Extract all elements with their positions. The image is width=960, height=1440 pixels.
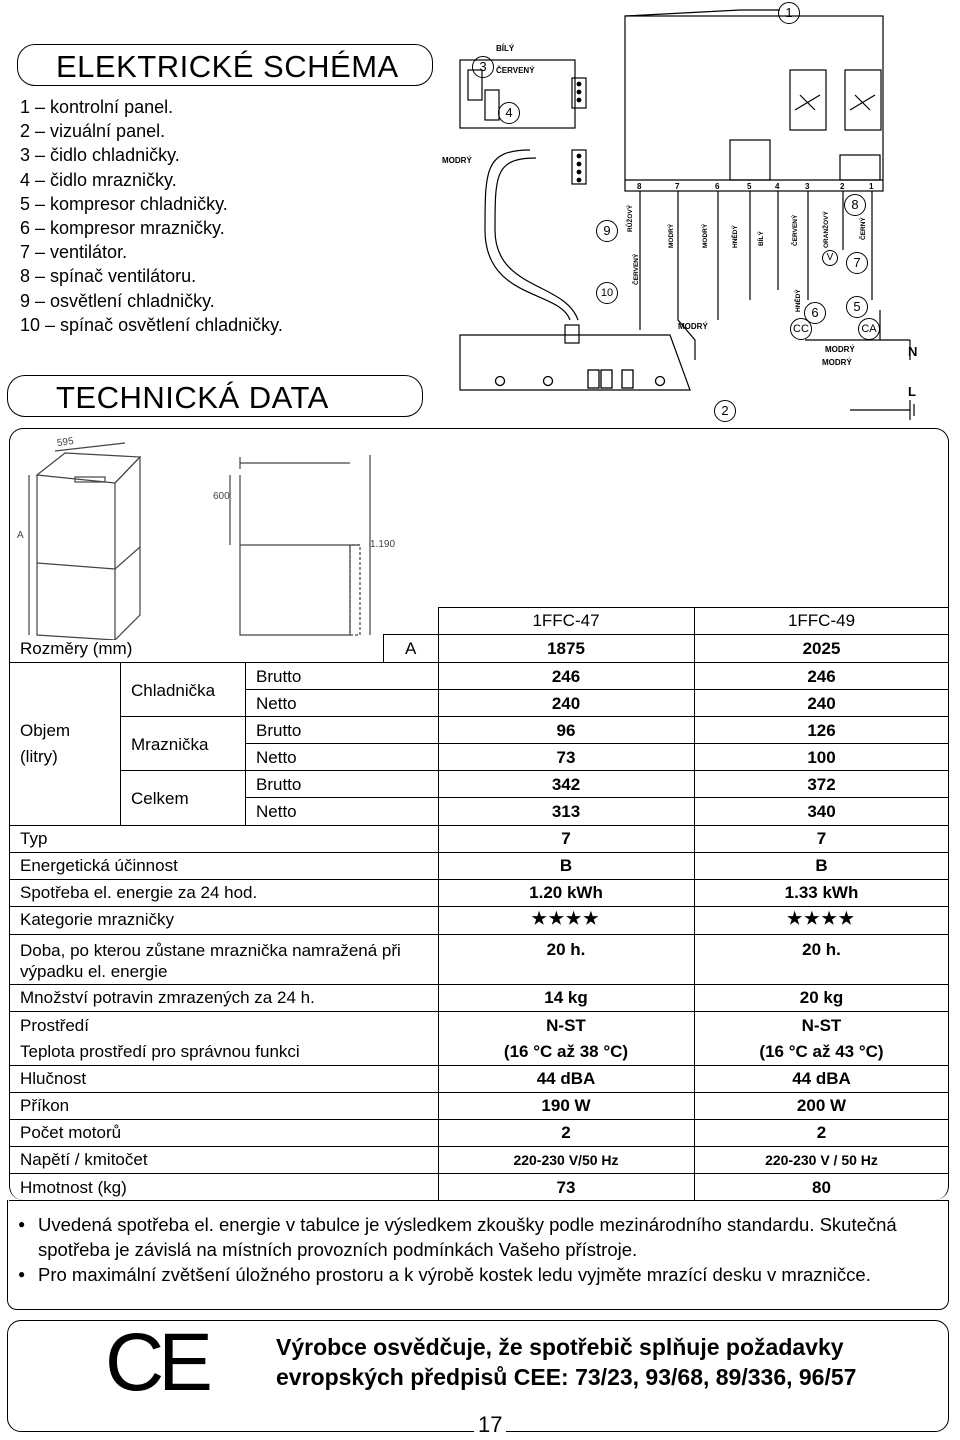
grid-line: [9, 1173, 948, 1174]
grid-line: [383, 634, 384, 662]
row-label: Počet motorů: [20, 1123, 122, 1142]
grid-line: [438, 607, 948, 608]
wire-label: ČERNÝ: [860, 217, 867, 240]
objem-label: Objem: [20, 721, 71, 740]
cell-value: B: [559, 856, 573, 875]
cell-value: 313: [551, 802, 581, 821]
terminal-number: 6: [715, 182, 720, 191]
legend-item: 5 – kompresor chladničky.: [20, 193, 228, 214]
wire-label: HNĚDÝ: [795, 289, 802, 312]
marker-4: 4: [498, 102, 520, 124]
grid-line: [9, 825, 948, 826]
subrow-label: Brutto: [256, 667, 302, 686]
wiring-lines: [440, 0, 960, 430]
row-label: Energetická účinnost: [20, 856, 178, 875]
terminal-number: 3: [805, 182, 810, 191]
component-v: V: [822, 250, 838, 266]
marker-10: 10: [596, 282, 618, 304]
group-name: Mraznička: [131, 735, 209, 754]
marker-5: 5: [846, 296, 868, 318]
wire-label: MODRÝ: [442, 156, 472, 165]
wire-label: MODRÝ: [825, 345, 855, 354]
marker-1: 1: [778, 2, 800, 24]
grid-line: [9, 1011, 948, 1012]
wire-label: ČERVENÝ: [496, 66, 535, 75]
legend-item: 10 – spínač osvětlení chladničky.: [20, 314, 283, 335]
terminal-number: 1: [869, 182, 874, 191]
grid-line: [245, 743, 948, 744]
wire-label: MODRÝ: [822, 358, 852, 367]
marker-2: 2: [714, 400, 736, 422]
legend-item: 3 – čidlo chladničky.: [20, 145, 180, 166]
terminal-number: 2: [840, 182, 845, 191]
model-1: 1FFC-47: [532, 611, 600, 630]
fridge-dimension-drawing: [15, 435, 400, 640]
row-label: Napětí / kmitočet: [20, 1150, 148, 1169]
row-label: Kategorie mrazničky: [20, 910, 175, 929]
note-item: ● Uvedená spotřeba el. energie v tabulce je výsledkem zkoušky podle mezinárodního standardu. Skutečná spotřeba je závislá na místních provozních podmínkách Vašeho přístroje.: [18, 1212, 918, 1262]
cell-value: 200 W: [796, 1096, 847, 1115]
legend-item: 9 – osvětlení chladničky.: [20, 290, 215, 311]
wiring-diagram: [440, 0, 960, 430]
wire-label: ČERVENÝ: [633, 253, 640, 285]
legend-item: 2 – vizuální panel.: [20, 121, 166, 142]
legend-item: 4 – čidlo mrazničky.: [20, 169, 177, 190]
subrow-label: Netto: [256, 694, 297, 713]
grid-line: [245, 797, 948, 798]
legend-item: 7 – ventilátor.: [20, 242, 128, 263]
freezer-stars-2: ★★★★: [787, 909, 856, 928]
row-label: Množství potravin zmrazených za 24 h.: [20, 988, 315, 1007]
dim-width: 595: [56, 435, 75, 450]
terminal-number: 8: [637, 182, 642, 191]
cell-value: 2: [816, 1123, 827, 1142]
wire-label: HNĚDÝ: [732, 225, 739, 248]
schema-title: ELEKTRICKÉ SCHÉMA: [56, 49, 399, 84]
cell-value: 73: [556, 748, 576, 767]
cell-value: 340: [807, 802, 836, 821]
row-label: Teplota prostředí pro správnou funkci: [20, 1042, 300, 1061]
freezer-stars-1: ★★★★: [531, 909, 601, 928]
marker-7: 7: [846, 252, 868, 274]
row-label: Doba, po kterou zůstane mraznička namražená při výpadku el. energie: [20, 941, 401, 981]
cell-value: N-ST: [546, 1016, 586, 1035]
wire-label: MODRÝ: [702, 223, 709, 248]
grid-line: [245, 662, 246, 825]
row-label: Prostředí: [20, 1016, 89, 1035]
rozmery-2: 2025: [802, 639, 841, 658]
cell-value: 73: [556, 1178, 576, 1197]
row-label: Hlučnost: [20, 1069, 87, 1088]
cell-value: 2: [561, 1123, 571, 1142]
cell-value: 220-230 V/50 Hz: [513, 1152, 619, 1168]
note-item: ● Pro maximální zvětšení úložného prostoru a k výrobě kostek ledu vyjměte mrazící desku v mrazničce.: [18, 1262, 878, 1287]
cell-value: 240: [807, 694, 836, 713]
supply-n: N: [908, 344, 918, 359]
ce-mark: CE: [105, 1317, 207, 1408]
terminal-number: 5: [747, 182, 752, 191]
row-label: Spotřeba el. energie za 24 hod.: [20, 883, 258, 902]
rozmery-sub: A: [405, 639, 417, 658]
wire-label: BÍLÝ: [758, 231, 765, 246]
cell-value: 246: [551, 667, 581, 686]
cell-value: 240: [551, 694, 581, 713]
dim-height-label: A: [17, 530, 24, 541]
grid-line: [9, 934, 948, 935]
tech-title: TECHNICKÁ DATA: [56, 380, 329, 415]
marker-6: 6: [804, 302, 826, 324]
row-label: Typ: [20, 829, 48, 848]
grid-line: [9, 852, 948, 853]
cell-value: 1.33 kWh: [784, 883, 859, 902]
marker-9: 9: [596, 220, 618, 242]
cell-value: 126: [807, 721, 836, 740]
row-label: Hmotnost (kg): [20, 1178, 127, 1197]
dim-depth: 600: [213, 491, 230, 502]
component-cc: CC: [790, 318, 812, 340]
cell-value: 1.20 kWh: [529, 883, 603, 902]
terminal-number: 7: [675, 182, 680, 191]
grid-line: [120, 662, 121, 825]
wire-label: BÍLÝ: [496, 44, 515, 53]
schema-title-box: [17, 44, 433, 86]
cell-value: 96: [556, 721, 576, 740]
rozmery-label: Rozměry (mm): [20, 639, 133, 658]
cell-value: 190 W: [541, 1096, 591, 1115]
tech-title-box: [7, 375, 423, 417]
wire-label: MODRÝ: [678, 322, 708, 331]
component-ca: CA: [858, 318, 880, 340]
grid-line: [9, 879, 948, 880]
rozmery-1: 1875: [547, 639, 585, 658]
page-number: 17: [474, 1412, 506, 1438]
marker-8: 8: [844, 194, 866, 216]
subrow-label: Netto: [256, 802, 297, 821]
cell-value: 342: [551, 775, 581, 794]
declaration-line: Výrobce osvědčuje, že spotřebič splňuje požadavky: [276, 1334, 844, 1360]
grid-line: [9, 1065, 948, 1066]
dim-open-depth: 1.190: [370, 539, 396, 550]
cell-value: 80: [812, 1178, 831, 1197]
wire-label: ČERVENÝ: [792, 214, 799, 246]
cell-value: 20 h.: [802, 940, 841, 959]
grid-line: [9, 1146, 948, 1147]
grid-line: [9, 906, 948, 907]
cell-value: 100: [807, 748, 836, 767]
fridge-sketch: [15, 435, 400, 640]
subrow-label: Brutto: [256, 775, 302, 794]
wire-label: RŮŽOVÝ: [627, 204, 634, 232]
group-name: Chladnička: [131, 681, 216, 700]
cell-value: 20 h.: [546, 940, 586, 959]
grid-line: [9, 1092, 948, 1093]
model-2: 1FFC-49: [787, 611, 856, 630]
wire-label: MODRÝ: [668, 223, 675, 248]
cell-value: (16 °C až 43 °C): [759, 1042, 884, 1061]
subrow-label: Netto: [256, 748, 297, 767]
terminal-number: 4: [775, 182, 780, 191]
row-label: Příkon: [20, 1096, 70, 1115]
legend-item: 1 – kontrolní panel.: [20, 97, 174, 117]
cell-value: 220-230 V / 50 Hz: [765, 1152, 878, 1168]
supply-l: L: [908, 384, 916, 399]
cell-value: N-ST: [801, 1016, 842, 1035]
grid-line: [383, 634, 948, 635]
subrow-label: Brutto: [256, 721, 302, 740]
grid-line: [9, 1119, 948, 1120]
group-name: Celkem: [131, 789, 189, 808]
cell-value: 7: [816, 829, 827, 848]
grid-line: [245, 689, 948, 690]
objem-unit: (litry): [20, 747, 58, 766]
cell-value: 20 kg: [799, 988, 844, 1007]
cell-value: 44 dBA: [536, 1069, 596, 1088]
cell-value: 14 kg: [544, 988, 588, 1007]
cell-value: 44 dBA: [792, 1069, 851, 1088]
declaration-line: evropských předpisů CEE: 73/23, 93/68, 89/336, 96/57: [276, 1364, 857, 1390]
legend-item: 8 – spínač ventilátoru.: [20, 266, 197, 287]
cell-value: 372: [807, 775, 836, 794]
marker-3: 3: [472, 56, 494, 78]
legend-item: 6 – kompresor mrazničky.: [20, 218, 225, 239]
grid-line: [9, 984, 948, 985]
cell-value: (16 °C až 38 °C): [503, 1042, 629, 1061]
wire-label: ORANŽOVÝ: [823, 211, 830, 248]
declaration-text: [276, 1332, 856, 1392]
cell-value: B: [815, 856, 828, 875]
grid-line: [9, 662, 948, 663]
component-legend: [20, 95, 283, 337]
cell-value: 7: [561, 829, 571, 848]
cell-value: 246: [807, 667, 836, 686]
notes-frame: [7, 1200, 949, 1310]
